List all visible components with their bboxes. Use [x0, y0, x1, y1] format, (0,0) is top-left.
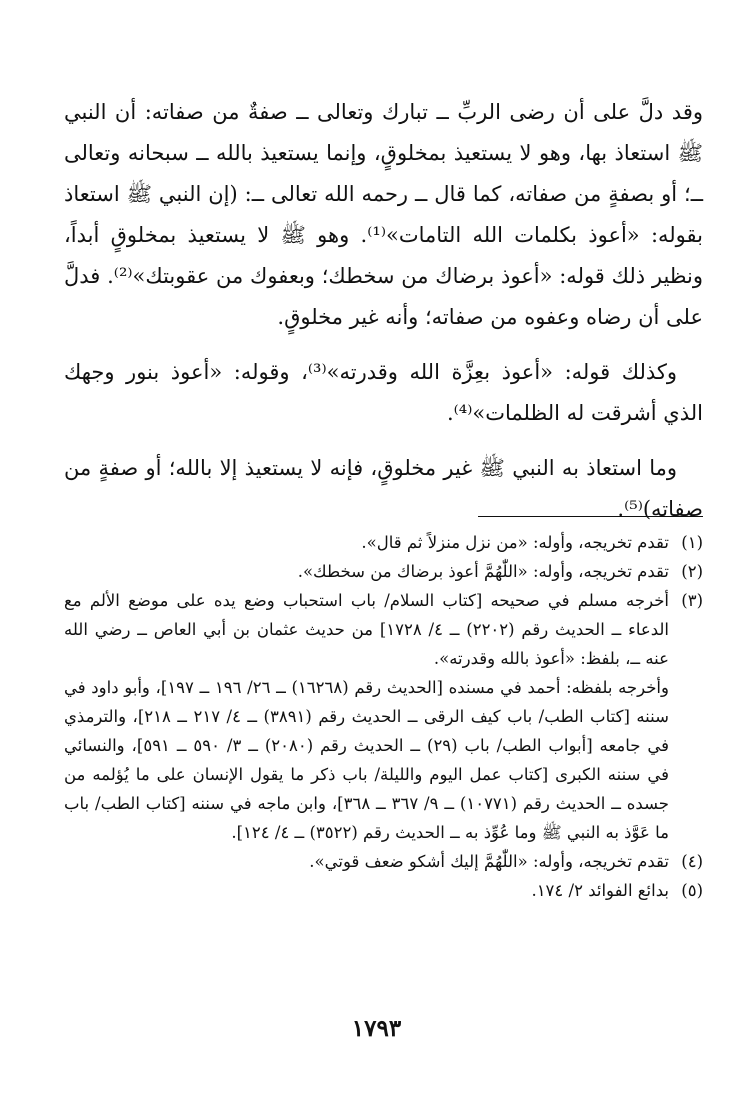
footnote-separator — [478, 516, 703, 517]
paragraph: وكذلك قوله: «أعوذ بعِزَّة الله وقدرته»⁽³⁾، وقوله: «أعوذ بنور وجهك الذي أشرقت له الظلمات»⁽⁴⁾. — [64, 360, 703, 425]
footnote-text: وأخرجه بلفظه: أحمد في مسنده [الحديث رقم (١٦٢٦٨) ــ ٢٦/ ١٩٦ ــ ١٩٧]، وأبو داود في سننه [كتاب الطب/ باب كيف الرقى ــ الحديث رقم (٣٨٩١) ــ ٤/ ٢١٧ ــ ٢١٨]، والترمذي في جامعه [أبواب الطب/ باب (٢٩) ــ الحديث رقم (٢٠٨٠) ــ ٣/ ٥٩٠ ــ ٥٩١]، والنسائي في سننه الكبرى [كتاب عمل اليوم والليلة/ باب ذكر ما يقول الإنسان على ما يُؤلمه من جسده ــ الحديث رقم (١٠٧٧١) ــ ٩/ ٣٦٧ ــ ٣٦٨]، وابن ماجه في سننه [كتاب الطب/ باب ما عَوَّذ به النبي ﷺ وما عُوِّذ به ــ الحديث رقم (٣٥٢٢) ــ ٤/ ١٢٤]. — [64, 678, 669, 842]
footnote-number: (٣) — [681, 591, 703, 610]
footnote-text: تقدم تخريجه، وأوله: «اللّٰهُمَّ أعوذ برضاك من سخطك». — [297, 562, 669, 581]
page-number: ١٧٩٣ — [351, 1015, 402, 1042]
footnote — [64, 557, 703, 586]
footnote — [64, 528, 703, 557]
footnote-number: (١) — [681, 533, 703, 552]
paragraph: وقد دلَّ على أن رضى الربِّ ــ تبارك وتعالى ــ صفةٌ من صفاته: أن النبي ﷺ استعاذ بها، وهو لا يستعيذ بمخلوقٍ، وإنما يستعيذ بالله ــ سبحانه وتعالى ــ؛ أو بصفةٍ من صفاته، كما قال ــ رحمه الله تعالى ــ: (إن النبي ﷺ استعاذ بقوله: «أعوذ بكلمات الله التامات»⁽¹⁾. وهو ﷺ لا يستعيذ بمخلوقٍ أبداً، ونظير ذلك قوله: «أعوذ برضاك من سخطك؛ وبعفوك من عقوبتك»⁽²⁾. فدلَّ على أن رضاه وعفوه من صفاته؛ وأنه غير مخلوقٍ. — [64, 100, 704, 329]
footnote-text: بدائع الفوائد ٢/ ١٧٤. — [531, 881, 669, 900]
footnotes — [64, 528, 703, 905]
footnote-text: تقدم تخريجه، وأوله: «من نزل منزلاً ثم قال». — [361, 533, 669, 552]
footnote-number: (٢) — [681, 562, 703, 581]
footnote — [64, 876, 703, 905]
footnote-number: (٤) — [681, 852, 703, 871]
footnote — [64, 586, 703, 847]
main-text — [64, 92, 703, 544]
footnote — [64, 847, 703, 876]
footnote-text: تقدم تخريجه، وأوله: «اللّٰهُمَّ إليك أشكو ضعف قوتي». — [309, 852, 669, 871]
paragraph: وما استعاذ به النبي ﷺ غير مخلوقٍ، فإنه لا يستعيذ إلا بالله؛ أو صفةٍ من صفاته)⁽⁵⁾. — [64, 456, 703, 521]
footnote-text: أخرجه مسلم في صحيحه [كتاب السلام/ باب استحباب وضع يده على موضع الألم مع الدعاء ــ الحديث رقم (٢٢٠٢) ــ ٤/ ١٧٢٨] من حديث عثمان بن أبي العاص ــ رضي الله عنه ــ، بلفظ: «أعوذ بالله وقدرته». — [64, 591, 669, 668]
footnote-number: (٥) — [681, 881, 703, 900]
